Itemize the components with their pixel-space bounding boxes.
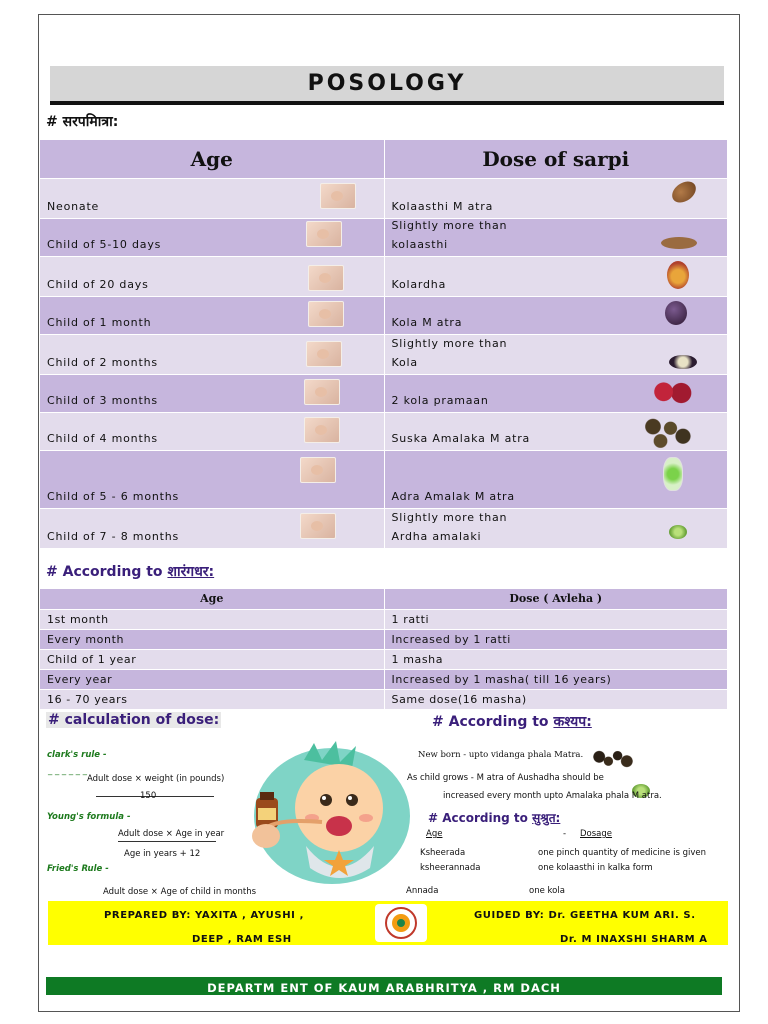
dose-cell [384,178,728,218]
age-text: Child of 1 month [47,315,152,329]
age-text: Neonate [47,199,100,213]
child-feeding-illustration [244,738,414,888]
age-cell [40,178,384,218]
baby-photo [320,183,356,209]
plum-slice-fruit-image [669,355,697,369]
dose-cell: Increased by 1 ratti [384,629,728,649]
header-age: Age [40,589,384,609]
youngs-formula-label: Young's formula - [47,812,131,822]
table-row [40,374,728,412]
dose-cell [384,412,728,450]
kashyap-line-1: New born - upto vidanga phala Matra. [418,750,584,760]
clarks-numerator: Adult dose × weight (in pounds) [87,774,225,784]
table-row [40,412,728,450]
age-cell [40,450,384,508]
age-cell: 1st month [40,609,384,629]
baby-photo [300,457,336,483]
age-text: Child of 4 months [47,431,158,445]
header-dose: Dose ( Avleha ) [384,589,728,609]
vidanga-seeds-image [590,748,636,770]
sharangdhar-heading: # According to शारंगधर: [46,564,215,580]
dose-cell [384,256,728,296]
sushrut-col-age: Age [426,829,443,839]
baby-photo [306,221,342,247]
table-row [40,649,728,669]
age-cell [40,334,384,374]
dose-text: Slightly more than [391,510,508,524]
sharangdhar-table [40,589,728,710]
age-text: Child of 5 - 6 months [47,489,180,503]
baby-photo [300,513,336,539]
guided-by: GUIDED BY: Dr. GEETHA KUM ARI. S. [474,910,696,921]
age-cell [40,218,384,256]
sushrut-age-3: Annada [406,886,439,896]
dose-cell [384,296,728,334]
age-cell [40,412,384,450]
green-small-fruit-image [669,525,687,539]
table-row [40,508,728,548]
sushrut-dose-2: one kolaasthi in kalka form [538,863,653,873]
dose-text-line-2: Kola [391,355,418,369]
age-cell [40,296,384,334]
dose-text-line-2: Ardha amalaki [391,529,482,543]
sarpi-heading: # सरपमि‍ात्रा: [46,114,119,130]
dose-text: Suska Amalaka M atra [391,431,531,445]
age-cell [40,508,384,548]
green-fruit-image [663,457,683,491]
dose-cell [384,334,728,374]
baby-photo [308,301,344,327]
table-row [40,218,728,256]
dose-text-line-2: kolaasthi [391,237,449,251]
age-cell: Every month [40,629,384,649]
sushrut-dose-3: one kola [529,886,565,896]
age-cell: 16 - 70 years [40,689,384,709]
table-row [40,334,728,374]
sushrut-col-separator: - [563,829,567,839]
table-row [40,178,728,218]
institute-logo [375,904,427,942]
sushrut-col-dosage: Dosage [580,829,613,839]
clarks-denominator: 150 [140,791,157,801]
dose-cell: Same dose(16 masha) [384,689,728,709]
table-row [40,629,728,649]
youngs-numerator: Adult dose × Age in year [118,829,225,839]
dose-text: 2 kola pramaan [391,393,489,407]
kashyap-line-3: increased every month upto Amalaka phala M atra. [443,791,662,801]
page-title: POSOLOGY [307,71,467,96]
header-dose: Dose of sarpi [384,140,728,178]
clarks-rule-label: clark's rule - [47,750,107,760]
baby-photo [304,379,340,405]
table-row [40,450,728,508]
half-seed-fruit-image [661,237,697,249]
prepared-by-line-2: DEEP , RAM ESH [192,934,292,945]
age-text: Child of 7 - 8 months [47,529,180,543]
age-text: Child of 5-10 days [47,237,162,251]
age-text: Child of 2 months [47,355,158,369]
institute-logo-icon [375,904,427,942]
sushrut-dose-1: one pinch quantity of medicine is given [538,848,706,858]
youngs-fraction-line [118,841,216,842]
dose-text: Kolaasthi M atra [391,199,494,213]
table-row [40,609,728,629]
department-band [46,977,722,995]
baby-photo [308,265,344,291]
sushrut-age-1: Ksheerada [420,848,466,858]
table-row [40,296,728,334]
prepared-by: PREPARED BY: YAXITA , AYUSHI , [104,910,304,921]
title-bar [50,66,724,102]
guided-by-line-2: Dr. M INAXSHI SHARM A [560,934,708,945]
dose-cell: Increased by 1 masha( till 16 years) [384,669,728,689]
dose-cell: 1 masha [384,649,728,669]
age-cell [40,374,384,412]
header-age: Age [40,140,384,178]
calculation-heading: # calculation of dose: [48,712,220,728]
dose-cell [384,450,728,508]
baby-photo [306,341,342,367]
clarks-rule-dash: _ _ _ _ _ _ [48,766,88,776]
frieds-formula: Adult dose × Age of child in months [103,887,257,897]
kashyap-line-2: As child grows - M atra of Aushadha should be [407,773,604,783]
age-cell: Every year [40,669,384,689]
title-underline [50,101,724,105]
dose-cell [384,374,728,412]
age-text: Child of 3 months [47,393,158,407]
plum-fruit-image [665,301,687,325]
age-text: Child of 20 days [47,277,149,291]
dose-cell: 1 ratti [384,609,728,629]
dried-fruit-image [643,417,693,449]
dose-cell [384,508,728,548]
plum-half-fruit-image [667,261,689,289]
red-plums-fruit-image [651,381,693,405]
baby-photo [304,417,340,443]
department-name: DEPARTM ENT OF KAUM ARABHRITYA , RM DACH [207,981,561,995]
table-row [40,689,728,709]
dose-text: Adra Amalak M atra [391,489,515,503]
frieds-rule-label: Fried's Rule - [47,864,109,874]
table-row [40,256,728,296]
dose-text: Slightly more than [391,218,508,232]
kashyap-heading: # According to कश्यप: [432,714,592,730]
sushrut-age-2: ksheerannada [420,863,481,873]
sushrut-heading: # According to सुश्रुत: [428,811,561,825]
dose-cell [384,218,728,256]
age-cell [40,256,384,296]
dose-text: Kolardha [391,277,447,291]
youngs-denominator: Age in years + 12 [124,849,201,859]
age-cell: Child of 1 year [40,649,384,669]
table-row [40,669,728,689]
dose-text: Slightly more than [391,336,508,350]
dose-text: Kola M atra [391,315,463,329]
sarpi-dose-table [40,140,728,549]
